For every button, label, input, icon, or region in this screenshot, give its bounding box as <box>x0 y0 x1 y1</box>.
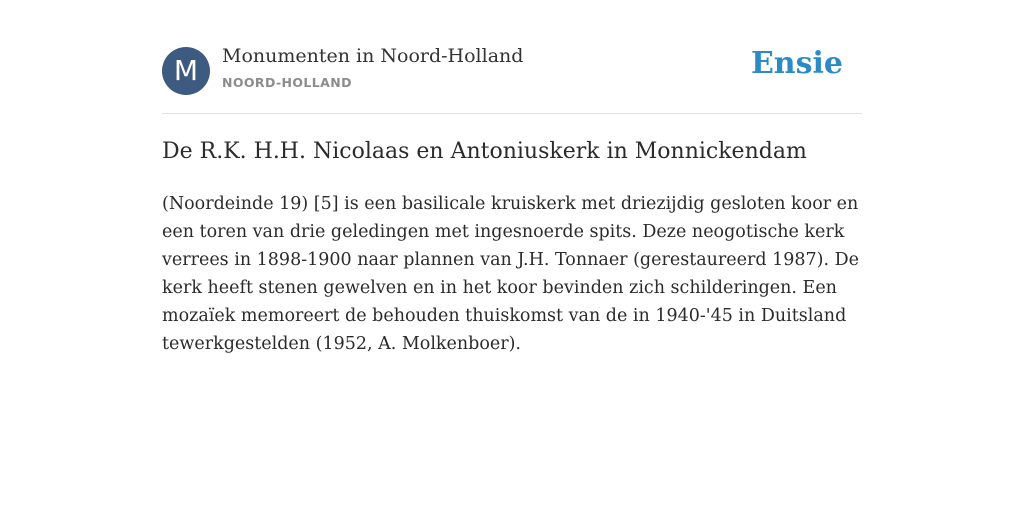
article-title: De R.K. H.H. Nicolaas en Antoniuskerk in Monnickendam <box>162 139 807 164</box>
source-title[interactable]: Monumenten in Noord-Holland <box>222 45 524 67</box>
source-subtitle: NOORD-HOLLAND <box>222 75 352 90</box>
entry-card <box>162 0 862 354</box>
ensie-logo[interactable]: Ensie <box>750 46 843 81</box>
article-body: (Noordeinde 19) [5] is een basilicale kruiskerk met driezijdig gesloten koor en een toren van drie geledingen met ingesnoerde spits. Deze neogotische kerk verrees in 1898-1900 naar plannen van J.H. Tonnaer (gerestaureerd 1987). De kerk heeft stenen gewelven en in het koor bevinden zich schilderingen. Een mozaïek memoreert de behouden thuiskomst van de in 1940-'45 in Duitsland tewerkgestelden (1952, A. Molkenboer). <box>162 194 860 354</box>
avatar[interactable]: M <box>162 47 210 95</box>
entry-header <box>162 0 862 114</box>
